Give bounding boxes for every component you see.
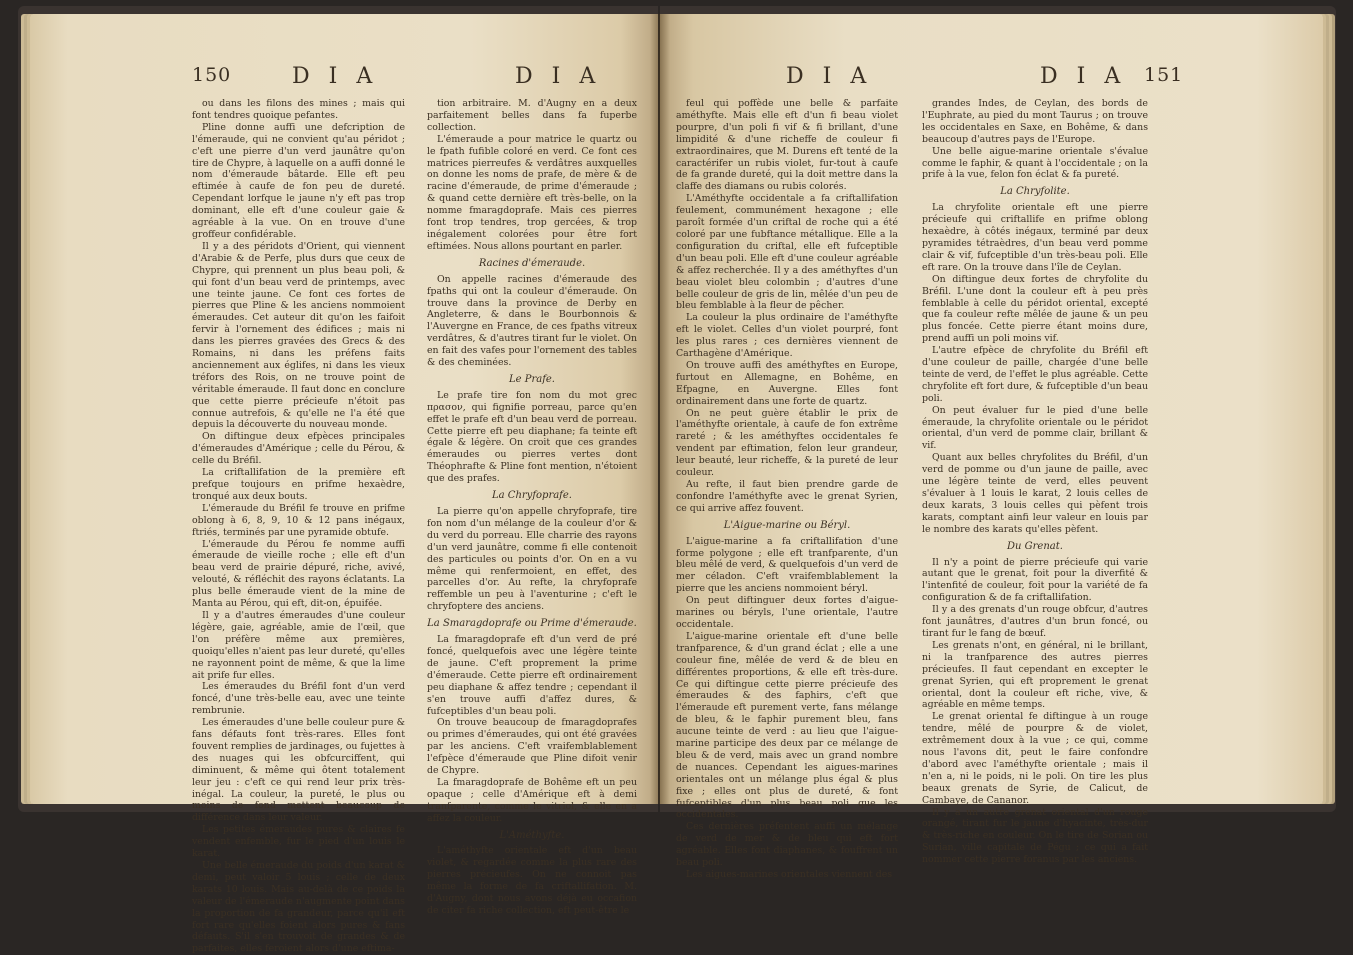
paragraph: Le prafe tire fon nom du mot grec πρασον, qui fignifie porreau, parce qu'en effet le prafe eft d'un beau verd de porreau. Cette pierre eft peu diaphane; fa teinte eft égale & légère. On croit que ces grandes émeraudes ou pierres vertes dont Théophrafte & Pline font mention, n'étoient que des prafes. xyxy=(427,389,637,485)
section-heading: Le Prafe. xyxy=(508,373,555,385)
section-heading: La Chryfolite. xyxy=(1000,186,1070,198)
paragraph: La fmaragdoprafe de Bohême eft un peu opaque ; celle d'Amérique eft à demi tranfparente, comme le vitriol, & elle en a affez la couleur. xyxy=(427,776,637,824)
paragraph: Il y a un autre grenat oriental d'un rouge orangé, tirant fur le jaune d'hyacinte, très-dur & très-riche en couleur. On le tire de Sorian ou Surian, ville capitale de Pégu ; ce qui a fait nommer cette pierre foranus par les anciens. xyxy=(922,806,1148,866)
book-gutter xyxy=(650,14,670,804)
paragraph: On peut diftinguer deux fortes d'aigue-marines ou béryls, l'une orientale, l'autre occidentale. xyxy=(676,595,898,630)
paragraph: ou dans les filons des mines ; mais qui font tendres quoique pefantes. xyxy=(192,98,405,121)
paragraph: L'autre efpèce de chryfolite du Bréfil eft d'une couleur de paille, chargée d'une belle teinte de verd, de l'effet le plus agréable. Cette chryfolite eft fort dure, & fufceptible d'un beau poli. xyxy=(922,345,1148,404)
right-page-header xyxy=(660,64,1323,98)
left-column-2 xyxy=(427,98,637,916)
paragraph: La fmaragdoprafe eft d'un verd de pré foncé, quelquefois avec une légère teinte de jaune. C'eft proprement la prime d'émeraude. Cette pierre eft ordinairement peu diaphane & affez tendre ; cependant il s'en trouve auffi d'affez dures, & fufceptibles d'un beau poli. xyxy=(427,634,637,717)
paragraph: L'émeraude du Pérou fe nomme auffi émeraude de vieille roche ; elle eft d'un beau verd de prairie dépuré, riche, avivé, velouté, & réfléchit des rayons éclatants. La plus belle émeraude vient de la mine de Manta au Pérou, qui eft, dit-on, épuifée. xyxy=(192,538,405,610)
paragraph: Pline donne auffi une defcription de l'émeraude, qui ne convient qu'au péridot ; c'eft une pierre d'un verd jaunâtre qu'on tire de Chypre, à laquelle on a auffi donné le nom d'émeraude bâtarde. Elle eft peu eftimée à caufe de fon peu de dureté. Cependant lorfque le jaune n'y eft pas trop dominant, elle eft d'une couleur gaie & agréable à la vue. On en trouve d'une groffeur confidérable. xyxy=(192,121,405,240)
paragraph: Les grenats n'ont, en général, ni le brillant, ni la tranfparence des autres pierres précieufes. Il faut cependant en excepter le grenat Syrien, qui eft proprement le grenat oriental, dont la couleur eft riche, vive, & agréable en même temps. xyxy=(922,639,1148,711)
right-page xyxy=(660,14,1323,880)
paragraph: L'aigue-marine orientale eft d'une belle tranfparence, & d'un grand éclat ; elle a une couleur fine, mêlée de verd & de bleu en différentes proportions, & elle eft très-dure. Ce qui diftingue cette pierre précieufe des émeraudes & des faphirs, c'eft que l'émeraude eft purement verte, fans mélange de bleu, & le faphir purement bleu, fans aucune teinte de verd : au lieu que l'aigue-marine participe des deux par ce mélange de bleu & de verd, mais avec un grand nombre de nuances. Cependant les aigues-marines orientales ont un mélange plus égal & plus fixe ; elles ont plus de dureté, & font fufceptibles d'un plus beau poli que les occidentales. xyxy=(676,630,898,821)
paragraph: L'Améthyfte occidentale a fa criftallifation feulement, communément hexagone ; elle paroît formée d'un criftal de roche qui a été coloré par une fubftance métallique. Elle a la configuration du criftal, elle eft fufceptible d'un beau poli. Elle eft d'une couleur agréable & affez recherchée. Il y a des améthyftes d'un beau violet bleu colombin ; d'autres d'une belle couleur de gris de lin, mêlée d'un peu de bleu femblable à la fleur de pêcher. xyxy=(676,193,898,312)
paragraph: Les émeraudes d'une belle couleur pure & fans défauts font très-rares. Elles font fouvent remplies de jardinages, ou fujettes à des nuages qui les obfcurciffent, qui diminuent, & même qui ôtent totalement leur jeu : c'eft ce qui rend leur prix très-inégal. La couleur, la pureté, le plus ou moins de fond mettent beaucoup de différence dans leur valeur. xyxy=(192,717,405,824)
paragraph: Quant aux belles chryfolites du Bréfil, d'un verd de pomme ou d'un jaune de paille, avec une légère teinte de verd, elles peuvent s'évaluer à 1 louis le karat, 2 louis celles de deux karats, 3 louis celles qui pèfent trois karats, comptant ainfi leur valeur en louis par le nombre des karats qu'elles pèfent. xyxy=(922,452,1148,535)
left-page-number: 150 xyxy=(192,64,232,86)
left-column-1 xyxy=(192,98,405,955)
section-heading: Racines d'émeraude. xyxy=(478,257,586,269)
paragraph: On trouve beaucoup de fmaragdoprafes ou primes d'émeraudes, qui ont été gravées par les anciens. C'eft vraifemblablement l'efpèce d'émeraude que Pline difoit venir de Chypre. xyxy=(427,717,637,777)
paragraph: Une belle émeraude du poids d'un karat & demi, peut valoir 5 louis ; celle de deux karats 10 louis. Mais au-delà de ce poids la valeur de l'émeraude n'augmente point dans la proportion de fa grandeur, parce qu'il eft fort rare qu'elles foient alors pures & fans défauts. S'il s'en trouvoit de grandes & de parfaites, elles feroient alors d'une eftima- xyxy=(192,860,405,955)
left-running-head-b: D I A xyxy=(515,64,602,89)
right-running-head-a: D I A xyxy=(786,64,873,89)
paragraph: L'améthyfte orientale eft d'un beau violet, & regardée comme la plus rare des pierres précieufes. On ne connoit pas même la forme de fa criftallifation. M. d'Augny, dont nous avons déjà eu occafion de citer fa riche collection, eft peut-être le xyxy=(427,845,637,916)
paragraph: On diftingue deux fortes de chryfolite du Bréfil. L'une dont la couleur eft à peu près femblable à celle du péridot oriental, excepté que fa couleur refte mêlée de jaune & un peu plus foncée. Cette pierre étant moins dure, prend auffi un poli moins vif. xyxy=(922,273,1148,345)
paragraph: On trouve auffi des améthyftes en Europe, furtout en Allemagne, en Bohême, en Efpagne, en Auvergne. Elles font ordinairement dans une forte de quartz. xyxy=(676,359,898,407)
paragraph: On ne peut guère établir le prix de l'améthyfte orientale, à caufe de fon extrême rareté ; & les améthyftes occidentales fe vendent par eftimation, felon leur grandeur, leur beauté, leur richeffe, & la pureté de leur couleur. xyxy=(676,407,898,479)
right-column-2 xyxy=(922,98,1148,866)
paragraph: L'aigue-marine a fa criftallifation d'une forme polygone ; elle eft tranfparente, d'un bleu mêlé de verd, & quelquefois d'un verd de mer céladon. C'eft vraifemblablement la pierre que les anciens nommoient béryl. xyxy=(676,535,898,595)
paragraph: grandes Indes, de Ceylan, des bords de l'Euphrate, au pied du mont Taurus ; on trouve les occidentales en Saxe, en Bohême, & dans beaucoup d'autres pays de l'Europe. xyxy=(922,98,1148,145)
left-running-head-a: D I A xyxy=(292,64,379,89)
paragraph: Il y a des péridots d'Orient, qui viennent d'Arabie & de Perfe, plus durs que ceux de Chypre, qui prennent un plus beau poli, & qui font d'un beau verd de printemps, avec une teinte jaune. Ce font ces fortes de pierres que Pline & les anciens nommoient émeraudes. Cet auteur dit qu'on les faifoit fervir à l'ornement des édifices ; mais ni dans les pierres gravées des Grecs & des Romains, ni dans les préfens faits anciennement aux églifes, ni dans les vieux tréfors des Rois, on ne trouve point de véritable émeraude. Il faut donc en conclure que cette pierre précieufe n'étoit pas connue autrefois, & qu'elle ne l'a été que depuis la découverte du nouveau monde. xyxy=(192,240,405,431)
paragraph: Il y a des grenats d'un rouge obfcur, d'autres font jaunâtres, d'autres d'un brun foncé, ou tirant fur le fang de bœuf. xyxy=(922,604,1148,639)
left-page-header xyxy=(30,64,658,98)
paragraph: feul qui poffède une belle & parfaite améthyfte. Mais elle eft d'un fi beau violet pourpre, d'un poli fi vif & fi brillant, d'une limpidité & d'une richeffe de couleur fi extraordinaires, que M. Durens eft tenté de la caractérifer un rubis violet, fur-tout à caufe de fa grande dureté, qui la doit mettre dans la claffe des diamans ou rubis colorés. xyxy=(676,98,898,193)
paragraph: Il y a d'autres émeraudes d'une couleur légère, gaie, agréable, amie de l'œil, que l'on préfère même aux premières, quoiqu'elles n'aient pas leur dureté, qu'elles ne rayonnent point de même, & que la lime ait prife fur elles. xyxy=(192,609,405,681)
right-column-1 xyxy=(676,98,898,880)
paragraph: Il n'y a point de pierre précieufe qui varie autant que le grenat, foit pour la diverfité & l'intenfité de couleur, foit pour la variété de fa configuration & de fa criftallifation. xyxy=(922,556,1148,604)
section-heading: Du Grenat. xyxy=(1007,540,1063,552)
right-running-head-b: D I A xyxy=(1040,64,1127,89)
paragraph: La pierre qu'on appelle chryfoprafe, tire fon nom d'un mélange de la couleur d'or & du verd du porreau. Elle charrie des rayons d'un verd jaunâtre, comme fi elle contenoit des particules ou points d'or. On en a vu même qui renfermoient, en effet, des parcelles d'or. Au refte, la chryfoprafe reffemble un peu à l'aventurine ; c'eft le chryfoptere des anciens. xyxy=(427,506,637,613)
paragraph: Ces dernières préfentent auffi un mélange de verd de mer & de bleu qui eft fort agréable. Elles font diaphanes, & fouffrent un beau poli. xyxy=(676,821,898,869)
section-heading: L'Aigue-marine ou Béryl. xyxy=(723,519,851,531)
paragraph: On peut évaluer fur le pied d'une belle émeraude, la chryfolite orientale ou le péridot oriental, d'un verd de pomme clair, brillant & vif. xyxy=(922,404,1148,452)
paragraph: Les émeraudes du Bréfil font d'un verd foncé, d'une très-belle eau, avec une teinte rembrunie. xyxy=(192,681,405,717)
paragraph: Le grenat oriental fe diftingue à un rouge tendre, mêlé de pourpre & de violet, extrêmement doux à la vue ; ce qui, comme nous l'avons dit, peut le faire confondre d'abord avec l'améthyfte orientale ; mais il n'en a, ni le poids, ni le poli. On tire les plus beaux grenats de Syrie, de Calicut, de Cambaye, de Cananor. xyxy=(922,711,1148,806)
paragraph: L'émeraude a pour matrice le quartz ou le fpath fufible coloré en verd. Ce font ces matrices pierreufes & verdâtres auxquelles on donne les noms de prafe, de mère & de racine d'émeraude, de prime d'émeraude ; & quand cette dernière eft très-belle, on la nomme fmaragdoprafe. Mais ces pierres font trop tendres, trop gercées, & trop inégalement colorées pour être fort eftimées. Nous allons pourtant en parler. xyxy=(427,133,637,252)
section-heading: L'Améthyfte. xyxy=(499,829,565,841)
section-heading: La Smaragdoprafe ou Prime d'émeraude. xyxy=(427,618,637,630)
paragraph: On diftingue deux efpèces principales d'émeraudes d'Amérique ; celle du Pérou, & celle du Bréfil. xyxy=(192,431,405,467)
paragraph: La chryfolite orientale eft une pierre précieufe qui criftallife en prifme oblong hexaèdre, à côtés inégaux, terminé par deux pyramides tétraèdres, d'un beau verd pomme clair & vif, fufceptible d'un très-beau poli. Elle eft rare. On la trouve dans l'île de Ceylan. xyxy=(922,202,1148,273)
left-page xyxy=(30,14,658,955)
section-heading: La Chryfoprafe. xyxy=(492,490,572,502)
paragraph: La couleur la plus ordinaire de l'améthyfte eft le violet. Celles d'un violet pourpré, font les plus rares ; ces dernières viennent de Carthagène d'Amérique. xyxy=(676,312,898,360)
paragraph: La criftallifation de la première eft prefque toujours en prifme hexaèdre, tronqué aux deux bouts. xyxy=(192,467,405,502)
paragraph: On appelle racines d'émeraude des fpaths qui ont la couleur d'émeraude. On trouve dans la province de Derby en Angleterre, & dans le Bourbonnois & l'Auvergne en France, de ces fpaths vitreux verdâtres, & d'autres tirant fur le violet. On en fait des vafes pour l'ornement des tables & des cheminées. xyxy=(427,273,637,369)
paragraph: L'émeraude du Bréfil fe trouve en prifme oblong à 6, 8, 9, 10 & 12 pans inégaux, ftriés, terminés par une pyramide obtufe. xyxy=(192,502,405,538)
paragraph: Au refte, il faut bien prendre garde de confondre l'améthyfte avec le grenat Syrien, ce qui arrive affez fouvent. xyxy=(676,479,898,514)
paragraph: Une belle aigue-marine orientale s'évalue comme le faphir, & quant à l'occidentale ; on la prife à la vue, felon fon éclat & fa pureté. xyxy=(922,145,1148,181)
paragraph: Les petites émeraudes pures & claires fe vendent enfemble, fur le pied d'un louis le karat. xyxy=(192,824,405,860)
right-page-number: 151 xyxy=(1144,64,1184,86)
paragraph: Les aigues-marines orientales viennent des xyxy=(686,869,893,880)
paragraph: tion arbitraire. M. d'Augny en a deux parfaitement belles dans fa fuperbe collection. xyxy=(427,98,637,133)
